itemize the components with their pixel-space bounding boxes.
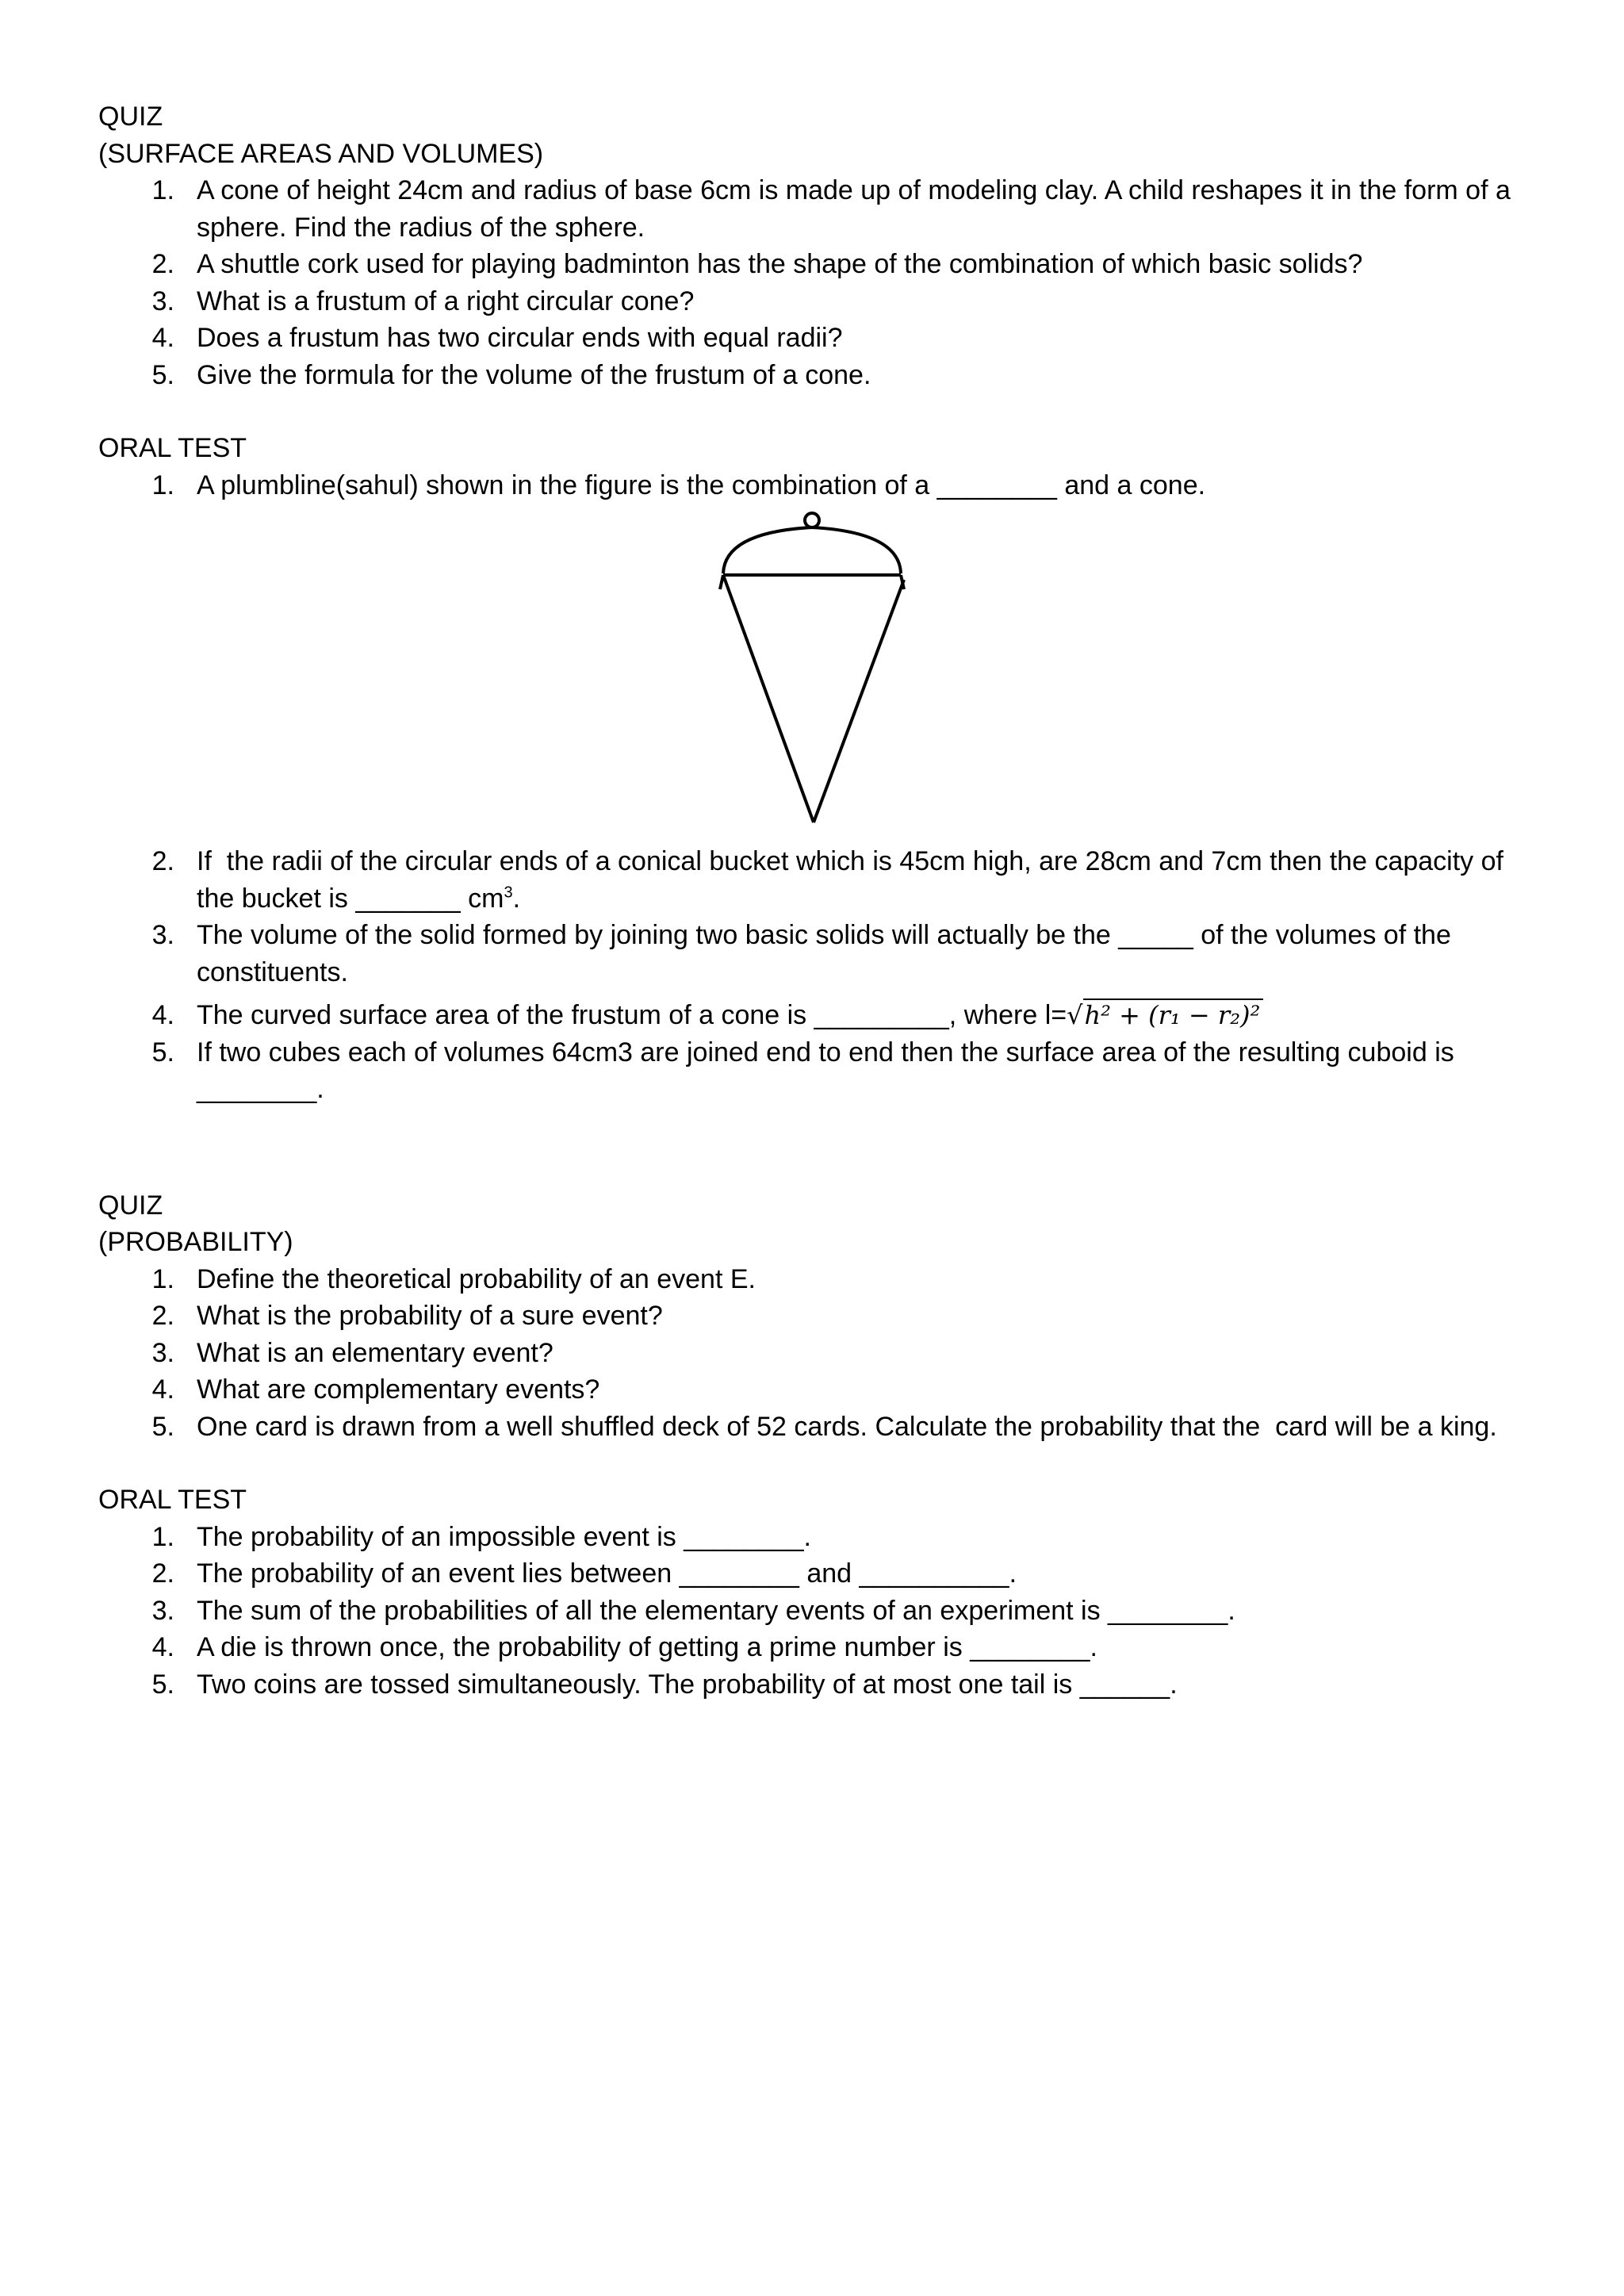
question-number: 1. (151, 1521, 174, 1552)
question-text: A plumbline(sahul) shown in the figure is the combination of a ________ and a cone. (197, 470, 1206, 500)
section-heading: ORAL TEST (98, 433, 247, 463)
question-item (98, 320, 1542, 357)
section-subheading: (SURFACE AREAS AND VOLUMES) (98, 138, 544, 169)
question-number: 1. (151, 175, 174, 205)
quiz-document (98, 98, 1542, 1703)
question-item (98, 1261, 1542, 1298)
superscript: 3 (504, 884, 513, 902)
question-text: Two coins are tossed simultaneously. The probability of at most one tail is ______. (197, 1669, 1178, 1700)
question-list (98, 1519, 1542, 1704)
question-text (197, 997, 1542, 1034)
question-text: Does a frustum has two circular ends with equal radii? (197, 323, 843, 353)
section-heading: ORAL TEST (98, 1485, 247, 1515)
question-text: If two cubes each of volumes 64cm3 are joined end to end then the surface area of the resulting cuboid is ________. (197, 1037, 1462, 1104)
question-item (98, 283, 1542, 320)
question-text: What is the probability of a sure event? (197, 1301, 663, 1331)
question-list (98, 467, 1542, 1108)
question-text (197, 843, 1542, 917)
question-number: 4. (151, 323, 174, 353)
question-text: Give the formula for the volume of the frustum of a cone. (197, 359, 871, 390)
question-item (98, 1034, 1542, 1108)
question-text: What is a frustum of a right circular cone? (197, 286, 695, 316)
question-item (98, 1371, 1542, 1409)
question-text: A shuttle cork used for playing badminton has the shape of the combination of which basic solids? (197, 249, 1363, 279)
question-text-part: If the radii of the circular ends of a conical bucket which is 45cm high, are 28cm and 7cm then the capacity of the bucket is _______ cm (197, 846, 1511, 914)
question-number: 2. (151, 1558, 174, 1589)
question-number: 5. (151, 1669, 174, 1700)
question-text: One card is drawn from a well shuffled deck of 52 cards. Calculate the probability that the card will be a king. (197, 1411, 1497, 1442)
question-text: The probability of an event lies between ________ and __________. (197, 1558, 1017, 1589)
section-subheading: (PROBABILITY) (98, 1227, 293, 1257)
question-item (98, 1555, 1542, 1593)
question-number: 3. (151, 1595, 174, 1626)
question-item (98, 1409, 1542, 1446)
question-list (98, 1261, 1542, 1446)
question-text: The sum of the probabilities of all the elementary events of an experiment is ________. (197, 1595, 1235, 1626)
question-item (98, 467, 1542, 504)
question-text: Define the theoretical probability of an event E. (197, 1263, 756, 1294)
question-item (98, 1629, 1542, 1666)
question-item (98, 997, 1542, 1034)
question-item (98, 1335, 1542, 1372)
question-item (98, 917, 1542, 991)
question-number: 4. (151, 1374, 174, 1405)
question-item (98, 1666, 1542, 1704)
question-item (98, 246, 1542, 283)
question-text: A cone of height 24cm and radius of base 6cm is made up of modeling clay. A child reshapes it in the form of a sphere. Find the radius of the sphere. (197, 175, 1519, 243)
question-number: 1. (151, 1263, 174, 1294)
question-number: 5. (151, 1411, 174, 1442)
question-number: 3. (151, 286, 174, 316)
slant-height-formula: √h² + (r₁ − r₂)² (1067, 999, 1263, 1030)
question-item (98, 1593, 1542, 1630)
section-heading: QUIZ (98, 102, 163, 132)
question-item (98, 357, 1542, 394)
section-heading: QUIZ (98, 1190, 163, 1221)
question-item (98, 1297, 1542, 1335)
question-number: 4. (151, 1000, 174, 1030)
question-list (98, 172, 1542, 393)
question-text: The volume of the solid formed by joining two basic solids will actually be the _____ of the volumes of the constituents. (197, 920, 1459, 987)
question-number: 2. (151, 249, 174, 279)
question-number: 5. (151, 359, 174, 390)
question-number: 1. (151, 470, 174, 500)
question-text: The probability of an impossible event is ________. (197, 1521, 811, 1552)
question-item (98, 172, 1542, 246)
question-number: 2. (151, 846, 174, 876)
question-text-part: . (512, 883, 521, 914)
question-item (98, 843, 1542, 917)
plumbline-figure (98, 510, 1542, 843)
question-number: 3. (151, 1337, 174, 1368)
question-text: What are complementary events? (197, 1374, 600, 1405)
question-text: What is an elementary event? (197, 1337, 553, 1368)
plumbline-diagram (717, 510, 907, 827)
question-number: 4. (151, 1632, 174, 1662)
radical-expression: h² + (r₁ − r₂)² (1083, 999, 1264, 1030)
question-number: 2. (151, 1301, 174, 1331)
question-number: 3. (151, 920, 174, 950)
question-item (98, 1519, 1542, 1556)
question-text: A die is thrown once, the probability of getting a prime number is ________. (197, 1632, 1097, 1662)
question-text-part: The curved surface area of the frustum of a cone is _________, where l= (197, 1000, 1067, 1030)
question-number: 5. (151, 1037, 174, 1068)
